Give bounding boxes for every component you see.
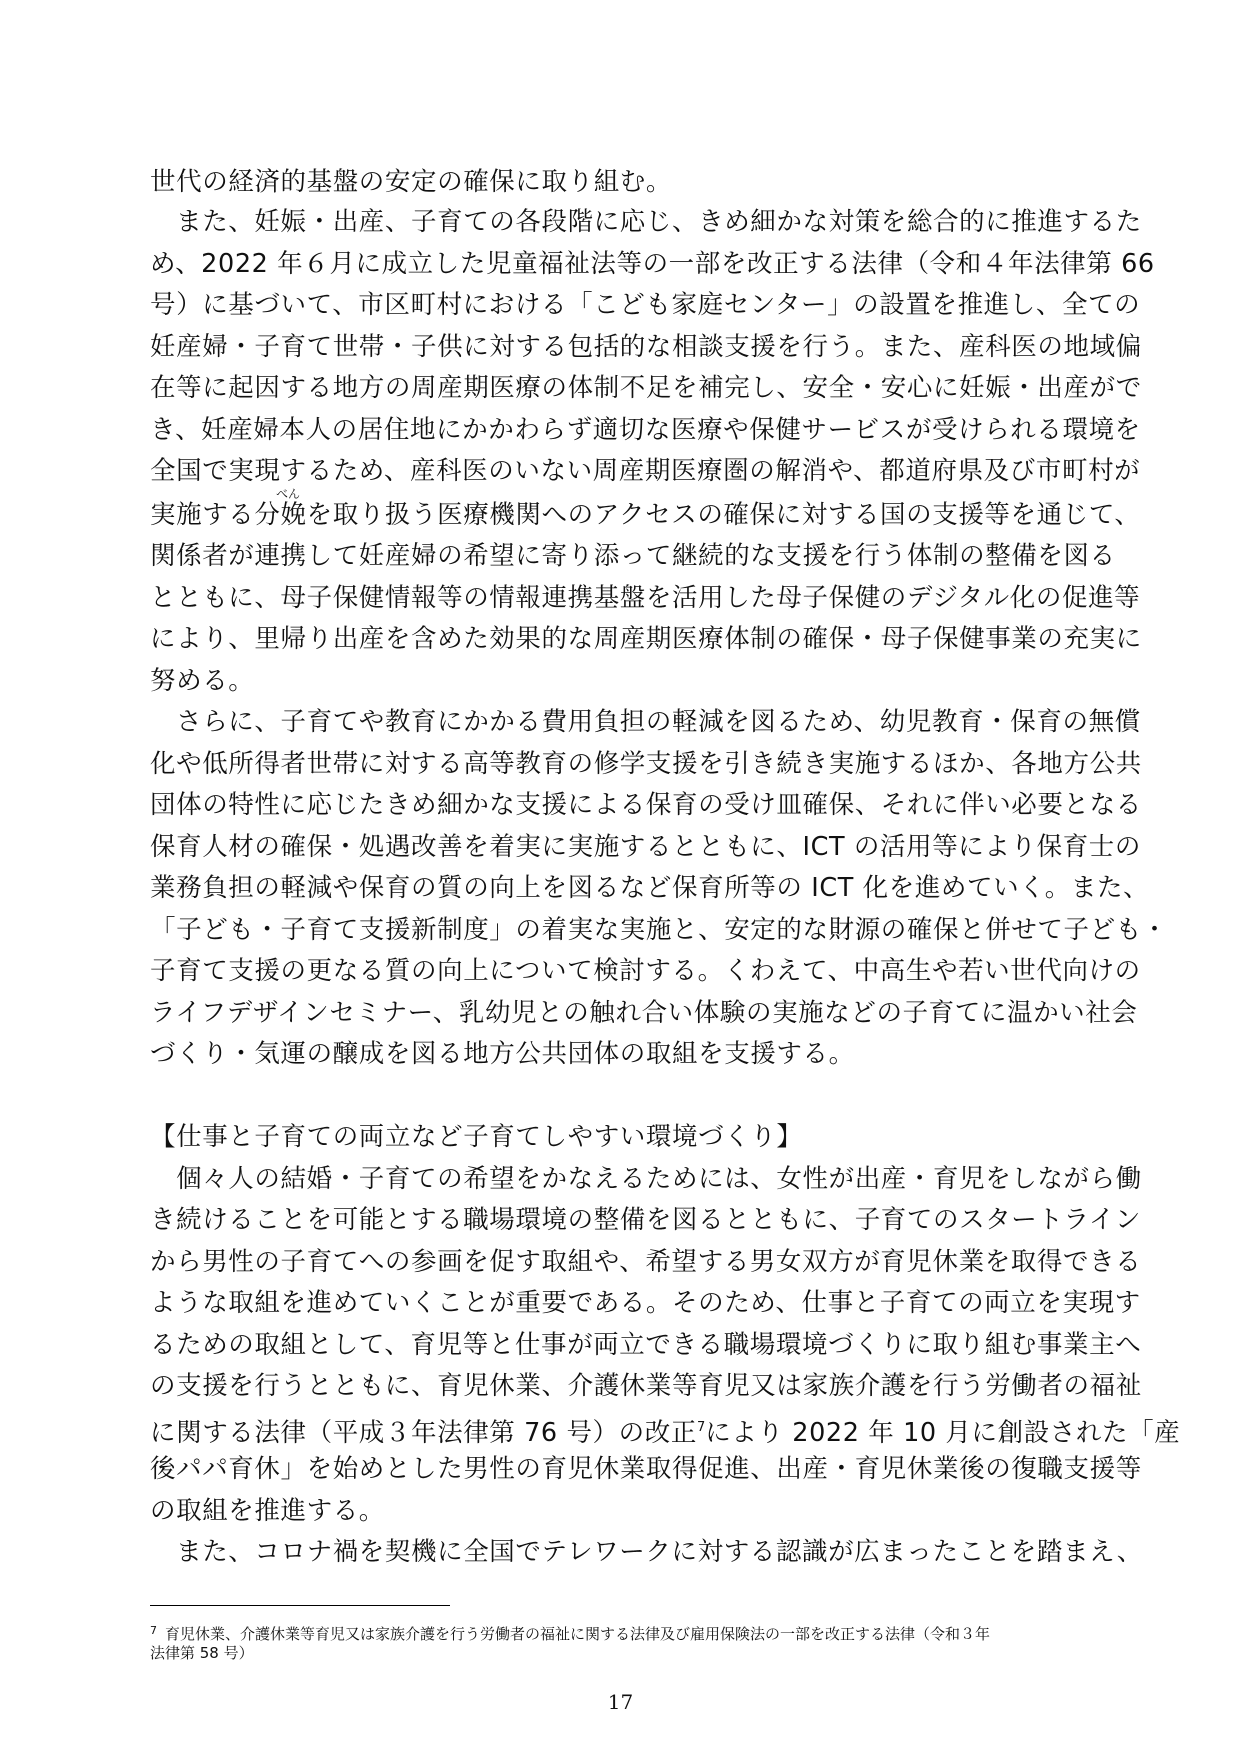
body-line: ライフデザインセミナー、乳幼児との触れ合い体験の実施などの子育てに温かい社会 <box>150 998 1138 1028</box>
ruby-annotation: べん <box>276 487 301 501</box>
body-line: 関係者が連携して妊産婦の希望に寄り添って継続的な支援を行う体制の整備を図る <box>150 541 1116 571</box>
body-line: 子育て支援の更なる質の向上について検討する。くわえて、中高生や若い世代向けの <box>150 956 1141 986</box>
body-line: 世代の経済的基盤の安定の確保に取り組む。 <box>150 167 673 197</box>
footnote-reference[interactable]: 7 <box>696 1420 706 1435</box>
body-line: 号）に基づいて、市区町村における「こども家庭センター」の設置を推進し、全ての <box>150 290 1141 320</box>
body-line: により、里帰り出産を含めた効果的な周産期医療体制の確保・母子保健事業の充実に <box>150 624 1142 654</box>
footnote-text: 育児休業、介護休業等育児又は家族介護を行う労働者の福祉に関する法律及び雇用保険法の一部を改正する法律（令和３年 <box>165 1625 991 1643</box>
body-line: また、コロナ禍を契機に全国でテレワークに対する認識が広まったことを踏まえ、 <box>150 1537 1143 1567</box>
footnote-rule <box>150 1605 450 1606</box>
body-line: とともに、母子保健情報等の情報連携基盤を活用した母子保健のデジタル化の促進等 <box>150 583 1141 613</box>
section-heading: 【仕事と子育ての両立など子育てしやすい環境づくり】 <box>150 1122 803 1152</box>
body-line-text: に関する法律（平成３年法律第 76 号）の改正 <box>150 1418 697 1448</box>
body-line: 全国で実現するため、産科医のいない周産期医療圏の解消や、都道府県及び市町村が <box>150 456 1141 486</box>
body-line: 個々人の結婚・子育ての希望をかなえるためには、女性が出産・育児をしながら働 <box>150 1164 1142 1194</box>
body-line: の取組を推進する。 <box>150 1496 385 1526</box>
body-line: 努める。 <box>150 666 255 696</box>
body-line: 化や低所得者世帯に対する高等教育の修学支援を引き続き実施するほか、各地方公共 <box>150 749 1142 779</box>
body-line: 業務負担の軽減や保育の質の向上を図るなど保育所等の ICT 化を進めていく。また、 <box>150 873 1150 903</box>
body-line: 団体の特性に応じたきめ細かな支援による保育の受け皿確保、それに伴い必要となる <box>150 790 1142 820</box>
body-line: き続けることを可能とする職場環境の整備を図るとともに、子育てのスタートライン <box>150 1205 1142 1235</box>
body-line: さらに、子育てや教育にかかる費用負担の軽減を図るため、幼児教育・保育の無償 <box>150 707 1141 737</box>
footnote-line: 法律第 58 号） <box>150 1644 254 1662</box>
body-line: 後パパ育休」を始めとした男性の育児休業取得促進、出産・育児休業後の復職支援等 <box>150 1454 1142 1484</box>
body-line: の支援を行うとともに、育児休業、介護休業等育児又は家族介護を行う労働者の福祉 <box>150 1371 1142 1401</box>
body-line: ような取組を進めていくことが重要である。そのため、仕事と子育ての両立を実現す <box>150 1288 1141 1318</box>
body-line: づくり・気運の醸成を図る地方公共団体の取組を支援する。 <box>150 1039 855 1069</box>
body-line: るための取組として、育児等と仕事が両立できる職場環境づくりに取り組む事業主へ <box>150 1330 1142 1360</box>
body-line-text: により 2022 年 10 月に創設された「産 <box>705 1418 1181 1448</box>
body-line: 実施する分娩を取り扱う医療機関へのアクセスの確保に対する国の支援等を通じて、 <box>150 500 1141 530</box>
body-line: 保育人材の確保・処遇改善を着実に実施するとともに、ICT の活用等により保育士の <box>150 832 1142 862</box>
body-line <box>150 1408 1181 1453</box>
body-line: 「子ども・子育て支援新制度」の着実な実施と、安定的な財源の確保と併せて子ども・ <box>150 915 1168 945</box>
body-line: 在等に起因する地方の周産期医療の体制不足を補完し、安全・安心に妊娠・出産がで <box>150 373 1142 403</box>
body-line: から男性の子育てへの参画を促す取組や、希望する男女双方が育児休業を取得できる <box>150 1247 1142 1277</box>
page-number: 17 <box>607 1690 634 1714</box>
body-line: き、妊産婦本人の居住地にかかわらず適切な医療や保健サービスが受けられる環境を <box>150 415 1141 445</box>
body-line: 妊産婦・子育て世帯・子供に対する包括的な相談支援を行う。また、産科医の地域偏 <box>150 332 1142 362</box>
body-line: また、妊娠・出産、子育ての各段階に応じ、きめ細かな対策を総合的に推進するた <box>150 207 1142 237</box>
footnote-mark: 7 <box>150 1624 157 1637</box>
body-line: め、2022 年６月に成立した児童福祉法等の一部を改正する法律（令和４年法律第 66 <box>150 249 1155 279</box>
